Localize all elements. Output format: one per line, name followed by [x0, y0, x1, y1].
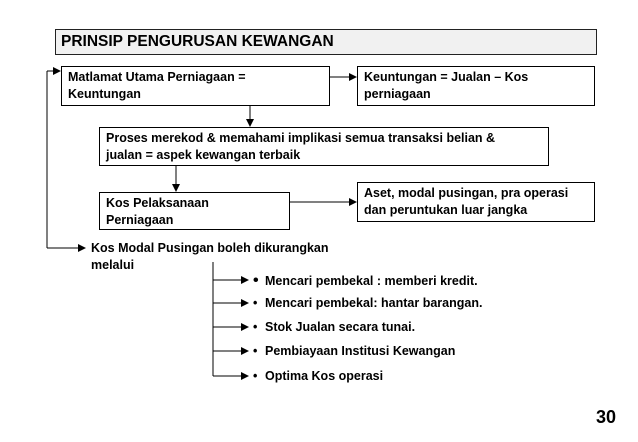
bullet-text: Pembiayaan Institusi Kewangan	[265, 344, 456, 358]
bullet-text: Mencari pembekal: hantar barangan.	[265, 296, 483, 310]
working-capital-text: Kos Modal Pusingan boleh dikurangkan melalui	[91, 241, 329, 272]
bullet-dot: •	[253, 369, 258, 383]
goal-box: Matlamat Utama Perniagaan = Keuntungan	[61, 66, 330, 106]
cost-box: Kos Pelaksanaan Perniagaan	[99, 192, 290, 230]
bullet-item-3	[253, 319, 415, 336]
process-box: Proses merekod & memahami implikasi semua transaksi belian & jualan = aspek kewangan terbaik	[99, 127, 549, 166]
bullet-dot: •	[253, 344, 258, 358]
assets-box: Aset, modal pusingan, pra operasi dan peruntukan luar jangka	[357, 182, 595, 222]
profit-box: Keuntungan = Jualan – Kos perniagaan	[357, 66, 595, 106]
bullet-dot: •	[253, 272, 259, 289]
bullet-item-2	[253, 295, 482, 312]
bullet-text: Stok Jualan secara tunai.	[265, 320, 416, 334]
page-number: 30	[596, 407, 617, 427]
bullet-dot: •	[253, 296, 258, 310]
bullet-item-5	[253, 368, 383, 385]
page-title: PRINSIP PENGURUSAN KEWANGAN	[55, 29, 597, 55]
bullet-item-4	[253, 343, 455, 360]
bullet-text: Mencari pembekal : memberi kredit.	[265, 274, 478, 288]
bullet-dot: •	[253, 320, 258, 334]
bullet-text: Optima Kos operasi	[265, 369, 384, 383]
bullet-item-1	[253, 272, 478, 290]
